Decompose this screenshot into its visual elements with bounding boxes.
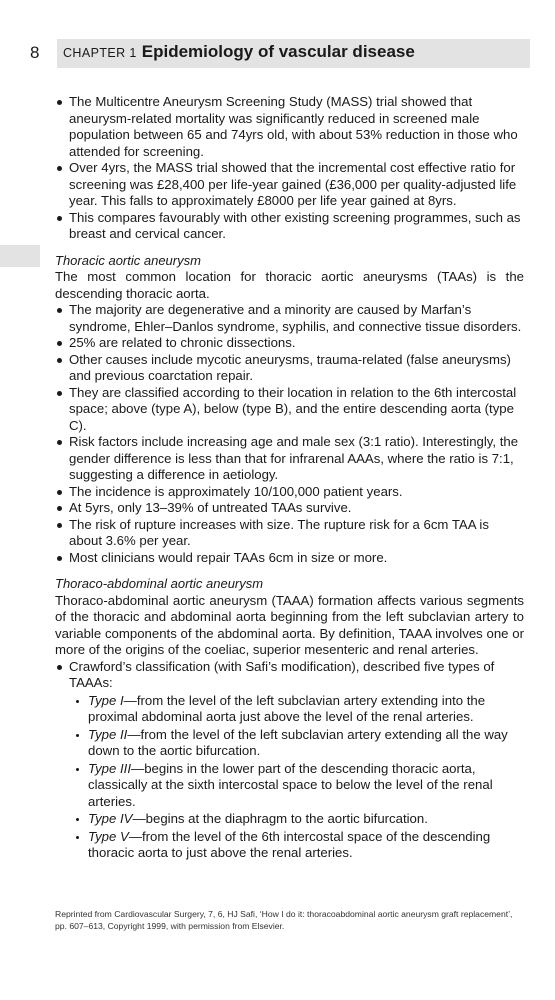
type-description: —from the level of the left subclavian artery extending all the way down to the aortic bifurcation. [88,726,508,758]
page-body [55,94,524,863]
type-description: —begins at the diaphragm to the aortic bifurcation. [132,811,428,826]
type-label: Type II [88,726,128,742]
list-item: The majority are degenerative and a minority are caused by Marfan’s syndrome, Ehler–Danlos syndrome, syphilis, and connective tissue disorders. [55,302,524,335]
chapter-thumb-tab [0,245,40,267]
section-heading-thoracoabdominal: Thoraco-abdominal aortic aneurysm [55,576,264,591]
type-description: —from the level of the 6th intercostal space of the descending thoracic aorta to just above the renal arteries. [88,828,491,860]
crawford-type-list [69,693,524,862]
list-item: Most clinicians would repair TAAs 6cm in size or more. [55,550,524,567]
list-item [69,693,524,726]
running-header [63,42,415,62]
section-heading-thoracic: Thoracic aortic aneurysm [55,252,201,268]
list-item: The Multicentre Aneurysm Screening Study (MASS) trial showed that aneurysm-related mortality was significantly reduced in screened male population between 65 and 74yrs old, with about 53% reduction in those who attended for screening. [55,94,524,160]
list-item: 25% are related to chronic dissections. [55,335,524,352]
page-number: 8 [30,43,40,62]
thoracoabdominal-bullet-list [55,659,524,862]
paragraph-thoracoabdominal: Thoraco-abdominal aortic aneurysm (TAAA) formation affects various segments of the thoracic and abdominal aorta beginning from the left subclavian artery to variable components of the abdominal aorta. By definition, TAAA involves one or more of the origins of the coeliac, superior mesenteric and renal arteries. [55,592,524,657]
list-item [69,811,524,828]
list-item: At 5yrs, only 13–39% of untreated TAAs survive. [55,500,524,517]
type-description: —from the level of the left subclavian artery extending into the proximal abdominal aorta just above the level of the renal arteries. [88,692,486,724]
chapter-title: Epidemiology of vascular disease [141,42,415,61]
list-item: They are classified according to their location in relation to the 6th intercostal space; above (type A), below (type B), and the entire descending aorta (type C). [55,385,524,435]
type-description: —begins in the lower part of the descending thoracic aorta, classically at the sixth intercostal space to below the level of the renal arteries. [88,760,493,809]
chapter-label: CHAPTER 1 [63,46,137,60]
list-item: This compares favourably with other existing screening programmes, such as breast and cervical cancer. [55,210,524,243]
type-label: Type I [88,692,124,708]
list-item: The incidence is approximately 10/100,000 patient years. [55,484,524,501]
list-item [55,659,524,862]
list-item [69,761,524,811]
type-label: Type IV [88,811,133,826]
thoracic-bullet-list [55,302,524,566]
type-label: Type III [88,760,131,776]
type-label: Type V [88,828,129,844]
list-item: Other causes include mycotic aneurysms, trauma-related (false aneurysms) and previous coarctation repair. [55,352,524,385]
list-item [69,727,524,760]
paragraph-thoracic: The most common location for thoracic aortic aneurysms (TAAs) is the descending thoracic aorta. [55,269,524,301]
list-item: Risk factors include increasing age and male sex (3:1 ratio). Interestingly, the gender difference is less than that for infrarenal AAAs, where the ratio is 7:1, suggesting a difference in aetiology. [55,434,524,484]
list-item: Over 4yrs, the MASS trial showed that the incremental cost effective ratio for screening was £28,400 per life-year gained (£36,000 per quality-adjusted life year. This falls to approximately £8000 per life year gained at 8yrs. [55,160,524,210]
copyright-footnote: Reprinted from Cardiovascular Surgery, 7, 6, HJ Safi, ‘How I do it: thoracoabdominal aortic aneurysm graft replacement’, pp. 607–613, Copyright 1999, with permission from Elsevier. [55,909,513,931]
list-item [69,829,524,862]
intro-bullet-list [55,94,524,243]
crawford-classification-text: Crawford’s classification (with Safi’s modification), described five types of TAAAs: [69,658,495,690]
list-item: The risk of rupture increases with size. The rupture risk for a 6cm TAA is about 3.6% per year. [55,517,524,550]
